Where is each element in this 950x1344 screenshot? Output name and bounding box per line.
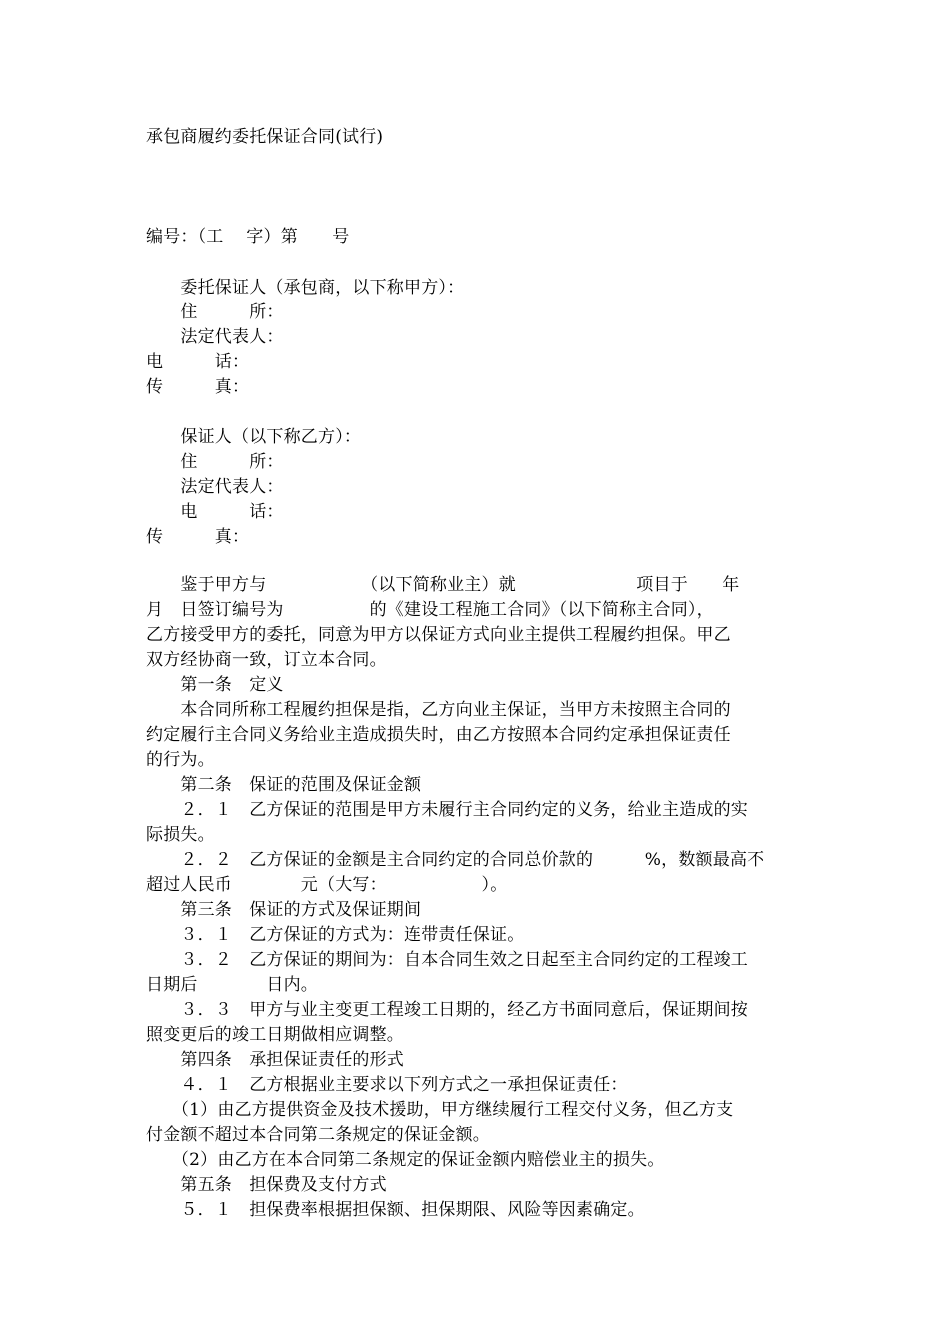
article-3-heading: 第三条 保证的方式及保证期间 xyxy=(146,900,422,920)
body-line: 际损失。 xyxy=(146,825,215,845)
body-line: （1）由乙方提供资金及技术援助，甲方继续履行工程交付义务，但乙方支 xyxy=(146,1100,734,1120)
body-line: ４．１ 乙方根据业主要求以下列方式之一承担保证责任： xyxy=(146,1075,628,1095)
party-b-phone: 电 话： xyxy=(146,502,284,522)
body-line: 月 日签订编号为 的《建设工程施工合同》（以下简称主合同）， xyxy=(146,600,714,620)
body-line: ２．２ 乙方保证的金额是主合同约定的合同总价款的 %，数额最高不 xyxy=(146,850,765,870)
party-a-fax: 传 真： xyxy=(146,377,250,397)
body-line: 的行为。 xyxy=(146,750,215,770)
body-line: ２．１ 乙方保证的范围是甲方未履行主合同约定的义务，给业主造成的实 xyxy=(146,800,748,820)
party-b-fax: 传 真： xyxy=(146,527,250,547)
party-b-address: 住 所： xyxy=(146,452,284,472)
party-a-legal-rep: 法定代表人： xyxy=(146,327,284,347)
body-line: 双方经协商一致，订立本合同。 xyxy=(146,650,387,670)
body-line: 日期后 日内。 xyxy=(146,975,318,995)
article-2-heading: 第二条 保证的范围及保证金额 xyxy=(146,775,422,795)
contract-number-line: 编号：（工 字）第 号 xyxy=(146,227,350,247)
body-line: 超过人民币 元（大写： ）。 xyxy=(146,875,508,895)
body-line: 约定履行主合同义务给业主造成损失时，由乙方按照本合同约定承担保证责任 xyxy=(146,725,731,745)
body-line: ３．２ 乙方保证的期间为：自本合同生效之日起至主合同约定的工程竣工 xyxy=(146,950,748,970)
body-line: 付金额不超过本合同第二条规定的保证金额。 xyxy=(146,1125,490,1145)
party-b-heading: 保证人（以下称乙方）： xyxy=(146,427,362,447)
party-a-phone: 电 话： xyxy=(146,352,250,372)
party-b-legal-rep: 法定代表人： xyxy=(146,477,284,497)
body-line: 本合同所称工程履约担保是指，乙方向业主保证，当甲方未按照主合同的 xyxy=(146,700,731,720)
article-4-heading: 第四条 承担保证责任的形式 xyxy=(146,1050,404,1070)
body-line: ３．３ 甲方与业主变更工程竣工日期的，经乙方书面同意后，保证期间按 xyxy=(146,1000,748,1020)
body-line: （2）由乙方在本合同第二条规定的保证金额内赔偿业主的损失。 xyxy=(146,1150,665,1170)
party-a-address: 住 所： xyxy=(146,302,284,322)
article-1-heading: 第一条 定义 xyxy=(146,675,284,695)
body-line: 乙方接受甲方的委托，同意为甲方以保证方式向业主提供工程履约担保。甲乙 xyxy=(146,625,731,645)
party-a-heading: 委托保证人（承包商，以下称甲方）： xyxy=(146,278,465,298)
body-line: 照变更后的竣工日期做相应调整。 xyxy=(146,1025,404,1045)
article-5-heading: 第五条 担保费及支付方式 xyxy=(146,1175,387,1195)
body-line: ３．１ 乙方保证的方式为：连带责任保证。 xyxy=(146,925,525,945)
body-line: 鉴于甲方与 （以下简称业主）就 项目于 年 xyxy=(146,575,740,595)
document-title: 承包商履约委托保证合同(试行) xyxy=(146,127,384,147)
body-line: ５．１ 担保费率根据担保额、担保期限、风险等因素确定。 xyxy=(146,1200,645,1220)
